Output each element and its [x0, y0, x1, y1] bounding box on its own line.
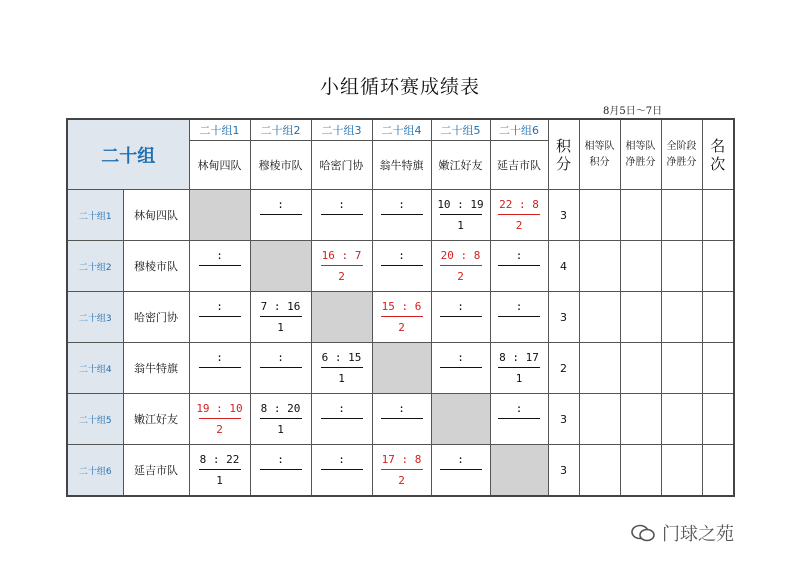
all-net-cell: [661, 292, 702, 343]
tie-net-cell: [620, 241, 661, 292]
match-points: 1: [338, 371, 345, 385]
match-points: [251, 372, 311, 386]
match-cell: [250, 343, 311, 394]
match-cell: [490, 292, 548, 343]
column-team-name: 翁牛特旗: [372, 141, 431, 190]
match-points: 1: [277, 320, 284, 334]
match-points: [251, 219, 311, 233]
match-points: 1: [216, 473, 223, 487]
match-cell: [490, 343, 548, 394]
row-team-name: 延吉市队: [123, 445, 189, 497]
match-score: 8 : 22: [199, 452, 240, 466]
match-score: :: [338, 452, 345, 466]
match-cell: [189, 241, 250, 292]
match-score: :: [338, 401, 345, 415]
match-points: [432, 372, 490, 386]
tie-net-header: 相等队 净胜分: [620, 119, 661, 190]
match-score: :: [277, 197, 284, 211]
self-match-cell: [189, 190, 250, 241]
tie-net-cell: [620, 394, 661, 445]
match-score: :: [398, 197, 405, 211]
score-divider: [260, 214, 302, 215]
column-team-name: 哈密门协: [311, 141, 372, 190]
column-code: 二十组1: [189, 119, 250, 141]
score-divider: [321, 418, 363, 419]
self-match-cell: [490, 445, 548, 497]
row-code: 二十组6: [67, 445, 123, 497]
table-row: [67, 394, 734, 445]
watermark: [630, 520, 734, 546]
match-cell: [250, 190, 311, 241]
match-cell: [490, 190, 548, 241]
match-cell: [431, 445, 490, 497]
row-team-name: 穆棱市队: [123, 241, 189, 292]
match-cell: [490, 394, 548, 445]
table-row: [67, 241, 734, 292]
total-points: 3: [548, 190, 579, 241]
tie-points-cell: [579, 394, 620, 445]
match-score: :: [398, 248, 405, 262]
page-title: 小组循环赛成绩表: [319, 76, 480, 98]
score-divider: [321, 265, 363, 266]
match-score: 16 : 7: [321, 248, 362, 262]
match-cell: [372, 394, 431, 445]
match-points: 1: [515, 371, 523, 385]
score-divider: [498, 316, 540, 317]
tie-points-cell: [579, 292, 620, 343]
tie-points-cell: [579, 241, 620, 292]
match-points: [491, 270, 548, 284]
match-score: 19 : 10: [196, 401, 243, 415]
total-points: 3: [548, 445, 579, 497]
date-range: 8月5日～7日: [603, 106, 663, 117]
column-code: 二十组4: [372, 119, 431, 141]
match-cell: [311, 343, 372, 394]
match-score: :: [338, 197, 345, 211]
score-divider: [440, 214, 482, 215]
match-score: 6 : 15: [321, 350, 362, 364]
match-points: 2: [457, 269, 464, 283]
score-divider: [381, 469, 423, 470]
total-points: 3: [548, 292, 579, 343]
match-points: 2: [338, 269, 345, 283]
match-score: 10 : 19: [437, 197, 484, 211]
rank-cell: [702, 343, 734, 394]
all-net-cell: [661, 190, 702, 241]
row-team-name: 林甸四队: [123, 190, 189, 241]
match-score: :: [457, 452, 464, 466]
self-match-cell: [372, 343, 431, 394]
wechat-logo-icon: [630, 523, 656, 543]
total-points: 2: [548, 343, 579, 394]
score-divider: [381, 265, 423, 266]
all-net-cell: [661, 394, 702, 445]
match-score: :: [515, 401, 523, 415]
tie-net-cell: [620, 445, 661, 497]
match-points: [251, 474, 311, 488]
score-divider: [498, 214, 540, 215]
match-points: [312, 219, 372, 233]
row-team-name: 翁牛特旗: [123, 343, 189, 394]
match-points: [190, 270, 250, 284]
match-score: 15 : 6: [381, 299, 422, 313]
column-team-name: 林甸四队: [189, 141, 250, 190]
match-score: :: [515, 299, 523, 313]
score-divider: [260, 316, 302, 317]
score-divider: [321, 469, 363, 470]
row-code: 二十组3: [67, 292, 123, 343]
table-row: [67, 190, 734, 241]
match-cell: [490, 241, 548, 292]
tie-points-header: 相等队 积分: [579, 119, 620, 190]
score-divider: [199, 367, 241, 368]
total-points: 4: [548, 241, 579, 292]
match-points: [373, 270, 431, 284]
score-divider: [321, 214, 363, 215]
row-team-name: 哈密门协: [123, 292, 189, 343]
rank-cell: [702, 190, 734, 241]
match-points: 1: [277, 422, 284, 436]
score-divider: [199, 418, 241, 419]
group-title: 二十组: [67, 119, 189, 190]
match-score: :: [277, 452, 284, 466]
match-points: [432, 474, 490, 488]
results-table: [66, 118, 735, 497]
score-divider: [260, 367, 302, 368]
match-points: 2: [515, 218, 523, 232]
match-cell: [311, 394, 372, 445]
total-points: 3: [548, 394, 579, 445]
column-code: 二十组3: [311, 119, 372, 141]
match-cell: [431, 343, 490, 394]
score-divider: [498, 265, 540, 266]
all-net-cell: [661, 343, 702, 394]
watermark-text: 门球之苑: [662, 524, 734, 545]
match-cell: [431, 292, 490, 343]
match-cell: [189, 394, 250, 445]
points-header: 积 分: [548, 119, 579, 190]
match-cell: [431, 190, 490, 241]
match-score: :: [457, 299, 464, 313]
match-cell: [311, 445, 372, 497]
match-cell: [372, 190, 431, 241]
match-cell: [311, 241, 372, 292]
tie-points-cell: [579, 343, 620, 394]
match-score: 17 : 8: [381, 452, 422, 466]
score-divider: [381, 418, 423, 419]
row-team-name: 嫩江好友: [123, 394, 189, 445]
match-points: [432, 321, 490, 335]
match-score: :: [398, 401, 405, 415]
match-score: :: [216, 299, 223, 313]
match-cell: [250, 394, 311, 445]
tie-net-cell: [620, 190, 661, 241]
score-divider: [321, 367, 363, 368]
match-points: [312, 474, 372, 488]
match-cell: [250, 445, 311, 497]
match-points: [373, 219, 431, 233]
all-net-header: 全阶段 净胜分: [661, 119, 702, 190]
score-divider: [498, 367, 540, 368]
self-match-cell: [250, 241, 311, 292]
self-match-cell: [431, 394, 490, 445]
match-score: 8 : 20: [260, 401, 301, 415]
table-row: [67, 343, 734, 394]
column-team-name: 穆棱市队: [250, 141, 311, 190]
column-team-name: 嫩江好友: [431, 141, 490, 190]
tie-net-cell: [620, 343, 661, 394]
row-code: 二十组5: [67, 394, 123, 445]
table-row: [67, 292, 734, 343]
match-cell: [372, 445, 431, 497]
score-divider: [440, 469, 482, 470]
match-cell: [372, 292, 431, 343]
tie-points-cell: [579, 190, 620, 241]
row-code: 二十组1: [67, 190, 123, 241]
match-score: :: [277, 350, 284, 364]
rank-header: 名 次: [702, 119, 734, 190]
tie-points-cell: [579, 445, 620, 497]
score-divider: [381, 214, 423, 215]
score-divider: [498, 418, 540, 419]
all-net-cell: [661, 445, 702, 497]
match-score: :: [216, 350, 223, 364]
tie-net-cell: [620, 292, 661, 343]
rank-cell: [702, 292, 734, 343]
match-points: [312, 423, 372, 437]
score-divider: [199, 265, 241, 266]
row-code: 二十组2: [67, 241, 123, 292]
score-divider: [199, 316, 241, 317]
column-code: 二十组2: [250, 119, 311, 141]
match-points: [491, 321, 548, 335]
column-team-name: 延吉市队: [490, 141, 548, 190]
match-points: [373, 423, 431, 437]
match-points: [190, 321, 250, 335]
match-points: [190, 372, 250, 386]
row-code: 二十组4: [67, 343, 123, 394]
match-cell: [431, 241, 490, 292]
rank-cell: [702, 394, 734, 445]
score-divider: [440, 265, 482, 266]
match-points: 1: [457, 218, 464, 232]
score-divider: [381, 316, 423, 317]
match-score: 8 : 17: [499, 350, 539, 364]
match-score: :: [216, 248, 223, 262]
match-cell: [372, 241, 431, 292]
match-score: :: [457, 350, 464, 364]
match-cell: [250, 292, 311, 343]
table-row: [67, 445, 734, 497]
match-points: 2: [216, 422, 223, 436]
match-score: 22 : 8: [499, 197, 539, 211]
match-points: 2: [398, 320, 405, 334]
score-divider: [440, 316, 482, 317]
self-match-cell: [311, 292, 372, 343]
match-points: 2: [398, 473, 405, 487]
rank-cell: [702, 241, 734, 292]
score-divider: [199, 469, 241, 470]
match-points: [491, 423, 548, 437]
rank-cell: [702, 445, 734, 497]
score-divider: [260, 469, 302, 470]
column-code: 二十组5: [431, 119, 490, 141]
all-net-cell: [661, 241, 702, 292]
score-divider: [260, 418, 302, 419]
column-code: 二十组6: [490, 119, 548, 141]
match-score: 20 : 8: [440, 248, 481, 262]
score-divider: [440, 367, 482, 368]
match-cell: [189, 445, 250, 497]
match-cell: [311, 190, 372, 241]
match-cell: [189, 292, 250, 343]
match-score: :: [515, 248, 523, 262]
match-score: 7 : 16: [260, 299, 301, 313]
match-cell: [189, 343, 250, 394]
